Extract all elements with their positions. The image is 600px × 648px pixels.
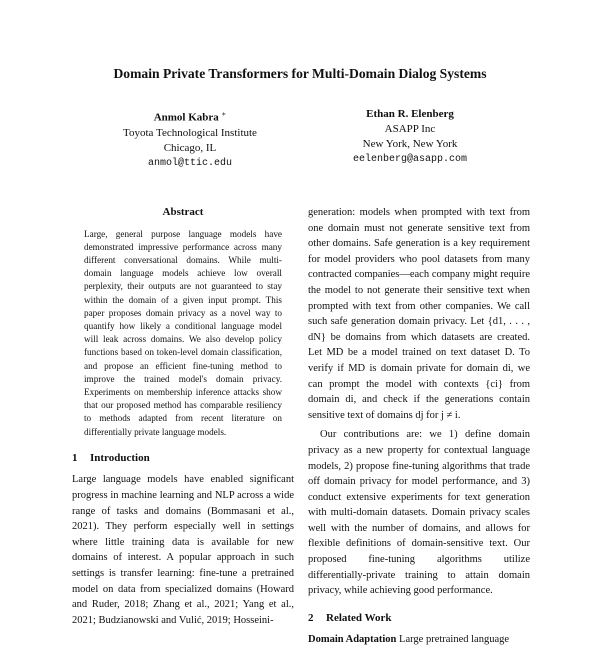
author-affiliation: Toyota Technological Institute xyxy=(123,126,257,139)
section-heading-introduction xyxy=(72,451,294,467)
author-block-1 xyxy=(70,107,310,171)
paragraph-text: Large pretrained language xyxy=(399,634,510,646)
section-title: Related Work xyxy=(326,611,392,624)
author-name-line xyxy=(70,107,310,126)
related-work-paragraph xyxy=(308,632,530,648)
section-title: Introduction xyxy=(90,451,150,464)
left-column xyxy=(72,205,294,628)
abstract-text: Large, general purpose language models have demonstrated impressive performance across many different conversational domains. While multi-domain language models achieve low overall perplexity, their outputs are not guaranteed to stay within the domain of a given input prompt. This paper proposes domain privacy as a novel way to quantify how likely a conditional language model will leak across domains. We also develop policy functions based on token-level domain classification, and propose an efficient fine-tuning method to improve the trained model's domain privacy. Experiments on membership inference attacks show that our proposed method has comparable resiliency to methods adapted from recent literature on differentially private language models. xyxy=(84,228,282,437)
author-location: Chicago, IL xyxy=(163,141,217,154)
paragraph-heading: Domain Adaptation xyxy=(308,634,397,646)
author-block-2 xyxy=(290,107,530,167)
author-affiliation: ASAPP Inc xyxy=(384,123,436,135)
section-heading-related-work xyxy=(308,611,530,627)
author-email: eelenberg@asapp.com xyxy=(352,154,468,165)
author-name-line xyxy=(290,107,530,122)
body-paragraph-2: Our contributions are: we 1) define domain privacy as a new property for contextual language models, 2) propose fine-tuning algorithms that trade off domain privacy for model performance, and 3) conduct extensive experiments for text generation with multi-domain datasets. Domain privacy scales well with the number of domains, and allows for flexible definitions of domain-sensitive text. Our proposed fine-tuning algorithms utilize differentially-private training to attain domain privacy, while achieving good performance. xyxy=(308,429,530,597)
author-email: anmol@ttic.edu xyxy=(147,157,232,169)
paper-title: Domain Private Transformers for Multi-Domain Dialog Systems xyxy=(113,66,487,81)
body-paragraph-1: generation: models when prompted with text from one domain must not generate sensitive text from other domains. Safe generation is a key requirement for model providers who pool datasets from many contracted companies—each company might require the model to not generate their sensitive text when prompted with text from other companies. We call such safe generation domain privacy. Let {d1, . . . , dN} be domains from which datasets are created. Let MD be a model trained on text dataset D. To verify if MD is domain private for domain di, we can prompt the model with contexts {ci} from domain di, and check if the generations contain sensitive text of domains dj for j ≠ i. xyxy=(308,207,530,421)
author-footnote-mark: ∗ xyxy=(221,110,227,118)
right-column xyxy=(308,205,530,648)
abstract-heading: Abstract xyxy=(162,206,204,218)
author-name: Ethan R. Elenberg xyxy=(366,108,454,120)
author-name: Anmol Kabra xyxy=(153,111,219,124)
section-number: 2 xyxy=(308,611,314,624)
author-location: New York, New York xyxy=(362,138,458,150)
introduction-paragraph: Large language models have enabled significant progress in machine learning and NLP across a wide range of tasks and domains (Bommasani et al., 2021). They perform especially well in settings where little training data is available for new domains of interest. A popular approach in such settings is transfer learning: fine-tune a pretrained model on data from specialized domains (Howard and Ruder, 2018; Zhang et al., 2021; Yang et al., 2021; Budzianowski and Vulić, 2019; Hosseini- xyxy=(72,474,294,626)
section-number: 1 xyxy=(72,451,78,464)
